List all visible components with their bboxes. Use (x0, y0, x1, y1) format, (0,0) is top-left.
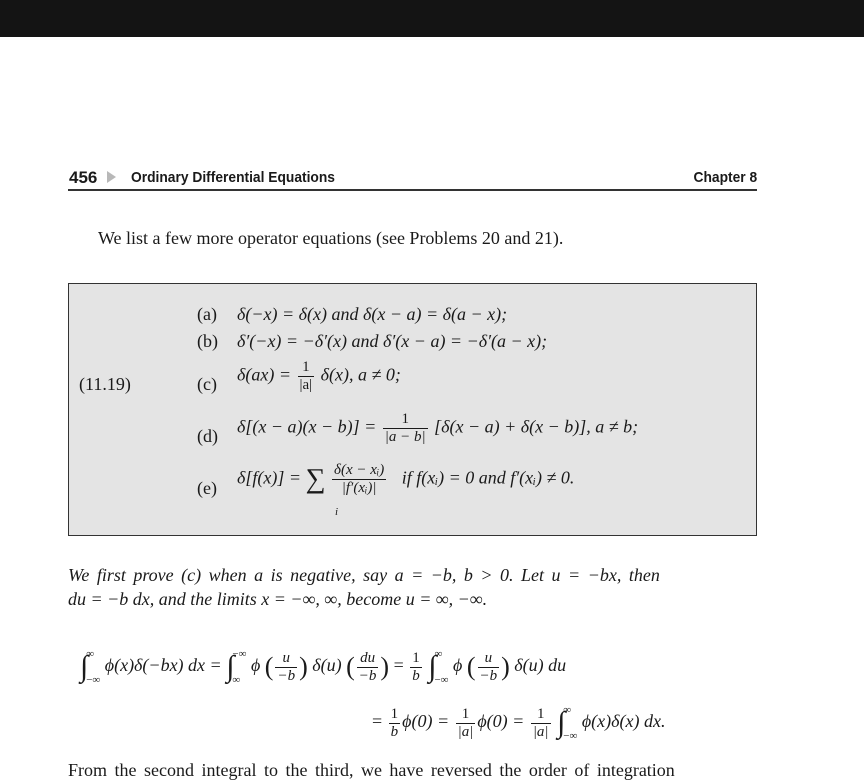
item-e-fraction: $\frac{\text{δ(x − xᵢ)}}{\text{|f′(xᵢ)|}}$ (333, 462, 385, 496)
summation-symbol: ∑ (305, 463, 326, 495)
item-e-label: (e) (197, 478, 217, 498)
item-d-fraction: $\frac{1}{|a - b|}$ (384, 411, 426, 445)
paragraph-line-1: We first prove (c) when a is negative, say a = −b, b > 0. Let u = −bx, then (68, 565, 660, 585)
header-arrow-icon (107, 171, 116, 183)
integral-sign-4: ∫ (557, 706, 566, 739)
integral-limits-2: −∞ ∞ (232, 648, 247, 686)
chapter-label: Chapter 8 (693, 169, 757, 186)
equation-box (68, 283, 757, 536)
integral-sign-1: ∫ (80, 650, 89, 683)
integral-line-2: = $\frac{1}{b}$ ϕ(0) = $\frac{1}{|a|}$ ϕ(0) = $\frac{1}{|a|}$ ∫ ∞ −∞ ϕ(x)δ(x) dx. (372, 697, 665, 749)
intro-text: We list a few more operator equations (see Problems 20 and 21). (98, 228, 564, 248)
paragraph-line-2: du = −b dx, and the limits x = −∞, ∞, become u = ∞, −∞. (68, 589, 488, 609)
one-over-b-1: $\frac{1}{b}$ (412, 649, 420, 684)
item-a-equation: δ(−x) = δ(x) and δ(x − a) = δ(a − x); (237, 304, 508, 324)
one-over-abs-a-1: $\frac{1}{|a|}$ (457, 705, 474, 740)
header-rule (68, 189, 757, 191)
top-black-bar (0, 0, 864, 37)
item-b-label: (b) (197, 331, 218, 351)
item-d-equation: δ[(x − a)(x − b)] = $\frac{1}{|a - b|}$ [δ(x − a) + δ(x − b)], a ≠ b; (237, 411, 639, 445)
equation-number: (11.19) (79, 374, 131, 394)
integral-sign-2: ∫ (226, 650, 235, 683)
page-number: 456 (69, 168, 98, 187)
item-a-label: (a) (197, 304, 217, 324)
u-over-neg-b-1: $\frac{u}{-b}$ (277, 649, 296, 684)
one-over-b-2: $\frac{1}{b}$ (390, 705, 399, 740)
integral-limits-4: ∞ −∞ (563, 704, 578, 742)
item-c-label: (c) (197, 374, 217, 394)
integral-limits-1: ∞ −∞ (86, 648, 101, 686)
one-over-abs-a-2: $\frac{1}{|a|}$ (532, 705, 549, 740)
item-e-equation: δ[f(x)] = ∑ $\frac{\text{δ(x − xᵢ)}}{\text{|f′(xᵢ)|}}$ if f(xᵢ) = 0 and f′(xᵢ) ≠ 0. (237, 462, 575, 496)
item-c-fraction: $\frac{1}{|a|}$ (299, 359, 313, 393)
integral-limits-3: ∞ −∞ (434, 648, 449, 686)
summation-index: i (335, 506, 339, 518)
book-title: Ordinary Differential Equations (131, 169, 335, 186)
item-c-equation: δ(ax) = $\frac{1}{|a|}$ δ(x), a ≠ 0; (237, 359, 401, 393)
u-over-neg-b-2: $\frac{u}{-b}$ (479, 649, 498, 684)
bottom-text: From the second integral to the third, we have reversed the order of integration (68, 760, 675, 780)
item-b-equation: δ′(−x) = −δ′(x) and δ′(x − a) = −δ′(a − x); (237, 331, 548, 351)
integral-line-1: ∫ ∞ −∞ ϕ(x)δ(−bx) dx = ∫ −∞ ∞ ϕ ( $\frac{u}{-b}$ ) δ(u) ( $\frac{du}{-b}$ ) = $\frac{1}{b}$ ∫ ∞ −∞ ϕ ( $\frac{u}{-b}$ ) δ(u) du (80, 641, 566, 693)
integral-sign-3: ∫ (428, 650, 437, 683)
item-d-label: (d) (197, 426, 218, 446)
du-over-neg-b: $\frac{du}{-b}$ (358, 649, 377, 684)
